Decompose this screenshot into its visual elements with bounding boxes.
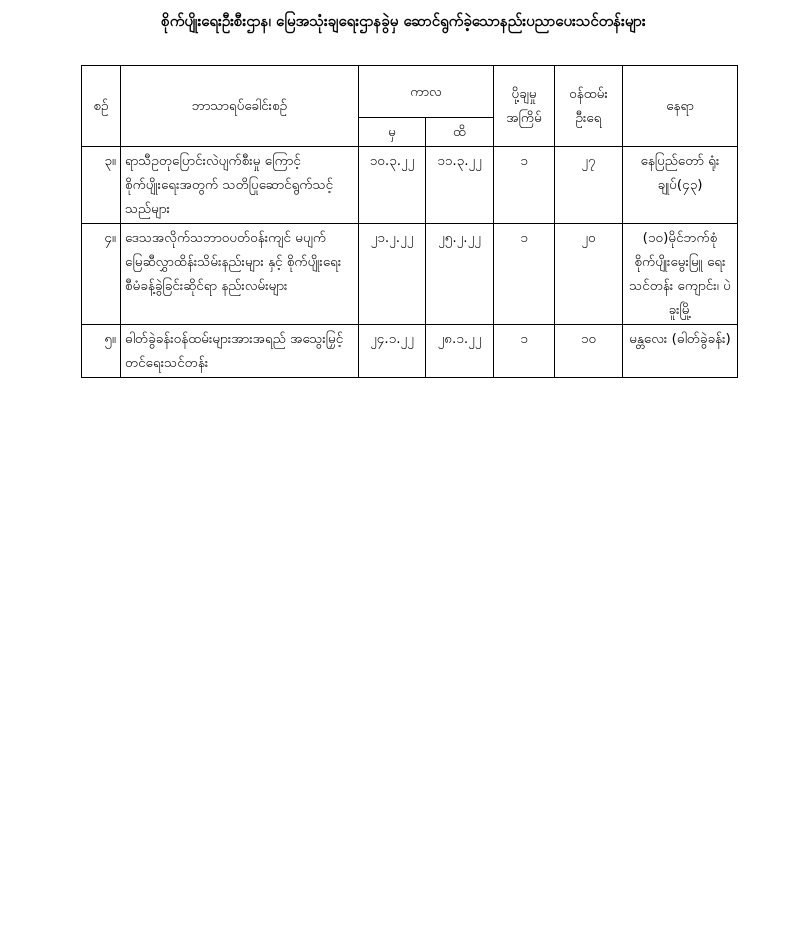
row-trainees: ၂၀ [555,224,623,325]
row-batch: ၁ [494,325,555,378]
table-row [82,325,738,378]
row-to-date: ၂၅.၂.၂၂ [426,224,494,325]
header-batch: ပို့ချမှု အကြိမ် [494,66,555,147]
row-subject: ရာသီဥတုပြောင်းလဲပျက်စီးမှု ကြောင့် စိုက်ပျိုးရေးအတွက် သတိပြုဆောင်ရွက်သင့်သည်များ [121,147,359,224]
document-title: စိုက်ပျိုးရေးဦးစီးဌာန၊ မြေအသုံးချရေးဌာနခွဲမှ ဆောင်ရွက်ခဲ့သောနည်းပညာပေးသင်တန်းများ [161,12,646,30]
row-from-date: ၁၀.၃.၂၂ [359,147,426,224]
table-body [82,147,738,378]
header-no: စဉ် [82,66,121,147]
table-header [82,66,738,147]
row-batch: ၁ [494,224,555,325]
table-row [82,147,738,224]
header-place: နေရာ [623,66,738,147]
row-batch: ၁ [494,147,555,224]
row-subject: ဓါတ်ခွဲခန်းဝန်ထမ်းများအားအရည် အသွေးမြှင့်တင်ရေးသင်တန်း [121,325,359,378]
row-from-date: ၂၄.၁.၂၂ [359,325,426,378]
row-to-date: ၁၁.၃.၂၂ [426,147,494,224]
row-place: (၁၀)မိုင်ဘက်စုံ စိုက်ပျိုးမွေးမြူ ရေးသင်တန်း ကျောင်း၊ ပဲခူးမြို့ [623,224,738,325]
row-from-date: ၂၁.၂.၂၂ [359,224,426,325]
header-subject: ဘာသာရပ်ခေါင်းစဉ် [121,66,359,147]
row-place: မန္တလေး (ဓါတ်ခွဲခန်း) [623,325,738,378]
row-to-date: ၂၈.၁.၂၂ [426,325,494,378]
row-subject: ဒေသအလိုက်သဘာဝပတ်ဝန်းကျင် မပျက်မြေဆီလွှာထိန်းသိမ်းနည်းများ နှင့် စိုက်ပျိုးရေးစီမံခန့်ခွဲခြင်းဆိုင်ရာ နည်းလမ်းများ [121,224,359,325]
row-no: ၃။ [82,147,121,224]
header-from: မှ [359,118,426,147]
training-courses-table [81,65,738,378]
row-no: ၅။ [82,325,121,378]
table-row [82,224,738,325]
row-trainees: ၁၀ [555,325,623,378]
header-period: ကာလ [359,66,494,118]
row-place: နေပြည်တော် ရုံးချုပ်(၄၃) [623,147,738,224]
row-trainees: ၂၇ [555,147,623,224]
header-trainees: ဝန်ထမ်း ဦးရေ [555,66,623,147]
row-no: ၄။ [82,224,121,325]
header-to: ထိ [426,118,494,147]
